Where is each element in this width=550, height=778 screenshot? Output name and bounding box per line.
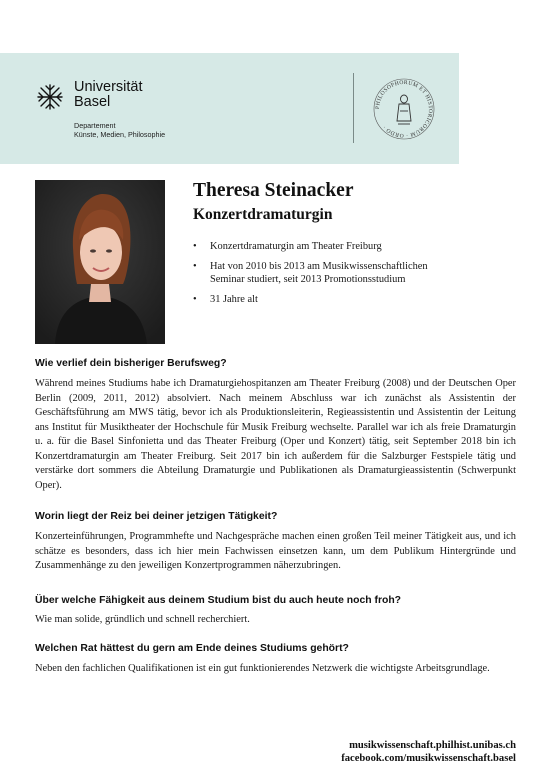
bullet-item bbox=[193, 260, 455, 287]
university-name-line1: Universität bbox=[74, 79, 143, 95]
university-name-line2: Basel bbox=[74, 94, 111, 110]
portrait-image bbox=[35, 180, 165, 344]
question-heading: Worin liegt der Reiz bei deiner jetzigen Tätigkeit? bbox=[35, 511, 278, 522]
department-line2: Künste, Medien, Philosophie bbox=[74, 130, 166, 139]
answer-paragraph: Konzerteinführungen, Programmhefte und Nachgespräche machen einen großen Teil meiner Tätigkeit aus, und ich schätze es besonders, dass ich hier mein Fachwissen einsetzen kann, um dem Publikum Hintergründe und Zusammenhänge zu den jeweiligen Konzertprogrammen näherzubringen. bbox=[35, 531, 516, 571]
portrait-photo bbox=[35, 180, 165, 344]
question-heading: Über welche Fähigkeit aus deinem Studium bist du auch heute noch froh? bbox=[35, 595, 402, 606]
profile-name: Theresa Steinacker bbox=[193, 180, 354, 201]
footer-links bbox=[341, 739, 516, 765]
bullet-text: Konzertdramaturgin am Theater Freiburg bbox=[210, 241, 382, 252]
question-heading: Wie verlief dein bisheriger Berufsweg? bbox=[35, 358, 227, 369]
answer-paragraph: Während meines Studiums habe ich Dramaturgiehospitanzen am Theater Freiburg (2008) und der Deutschen Oper Berlin (2009, 2011, 2012) absolviert. Nach meinem Abschluss war ich zunächst als Assistentin der Geschäftsführung am MWS tätig, bevor ich als Produktionsleiterin, Regieassistentin und Assistentin der Leitung ans Institut für Musiktheater der Hochschule für Musik Freiburg wechselte. Parallel war ich als freie Dramaturgin u. a. für die Basel Sinfonietta und das Theater Freiburg (Oper und Konzert) tätig, seit September 2018 bin ich Konzertdramaturgin am Theater Freiburg. Seit 2017 bin ich außerdem für die Salzburger Festspiele tätig und verstärke dort sommers die Abteilung Dramaturgie und Publikationen als Dramaturgieassistentin (Schwerpunkt Oper). bbox=[35, 378, 516, 491]
profile-bullet-list bbox=[193, 240, 455, 312]
university-logo-icon bbox=[35, 82, 65, 112]
bullet-item bbox=[193, 240, 455, 254]
faculty-seal-icon bbox=[372, 77, 436, 141]
department-label bbox=[74, 121, 165, 139]
bullet-dot-icon: • bbox=[193, 293, 197, 305]
profile-role: Konzertdramaturgin bbox=[193, 206, 333, 223]
website-link[interactable]: musikwissenschaft.philhist.unibas.ch bbox=[349, 740, 516, 751]
bullet-text: Hat von 2010 bis 2013 am Musikwissenschaftlichen Seminar studiert, seit 2013 Promotionsstudium bbox=[210, 260, 428, 285]
facebook-link[interactable]: facebook.com/musikwissenschaft.basel bbox=[341, 753, 516, 764]
bullet-dot-icon: • bbox=[193, 241, 197, 252]
university-name bbox=[74, 80, 143, 110]
header-divider bbox=[353, 73, 354, 143]
department-line1: Departement bbox=[74, 121, 116, 130]
seal-text: PHILOSOPHORUM ET HISTORICORUM · ORDO · bbox=[374, 79, 434, 139]
bullet-text: 31 Jahre alt bbox=[210, 293, 258, 305]
answer-paragraph: Neben den fachlichen Qualifikationen ist ein gut funktionierendes Netzwerk die wichtigste Arbeitsgrundlage. bbox=[35, 663, 490, 674]
svg-text:PHILOSOPHORUM ET HISTORICORUM bbox=[375, 80, 433, 138]
bullet-item bbox=[193, 293, 455, 307]
question-heading: Welchen Rat hättest du gern am Ende deines Studiums gehört? bbox=[35, 643, 349, 654]
bullet-dot-icon: • bbox=[193, 260, 197, 272]
answer-paragraph: Wie man solide, gründlich und schnell recherchiert. bbox=[35, 614, 250, 625]
